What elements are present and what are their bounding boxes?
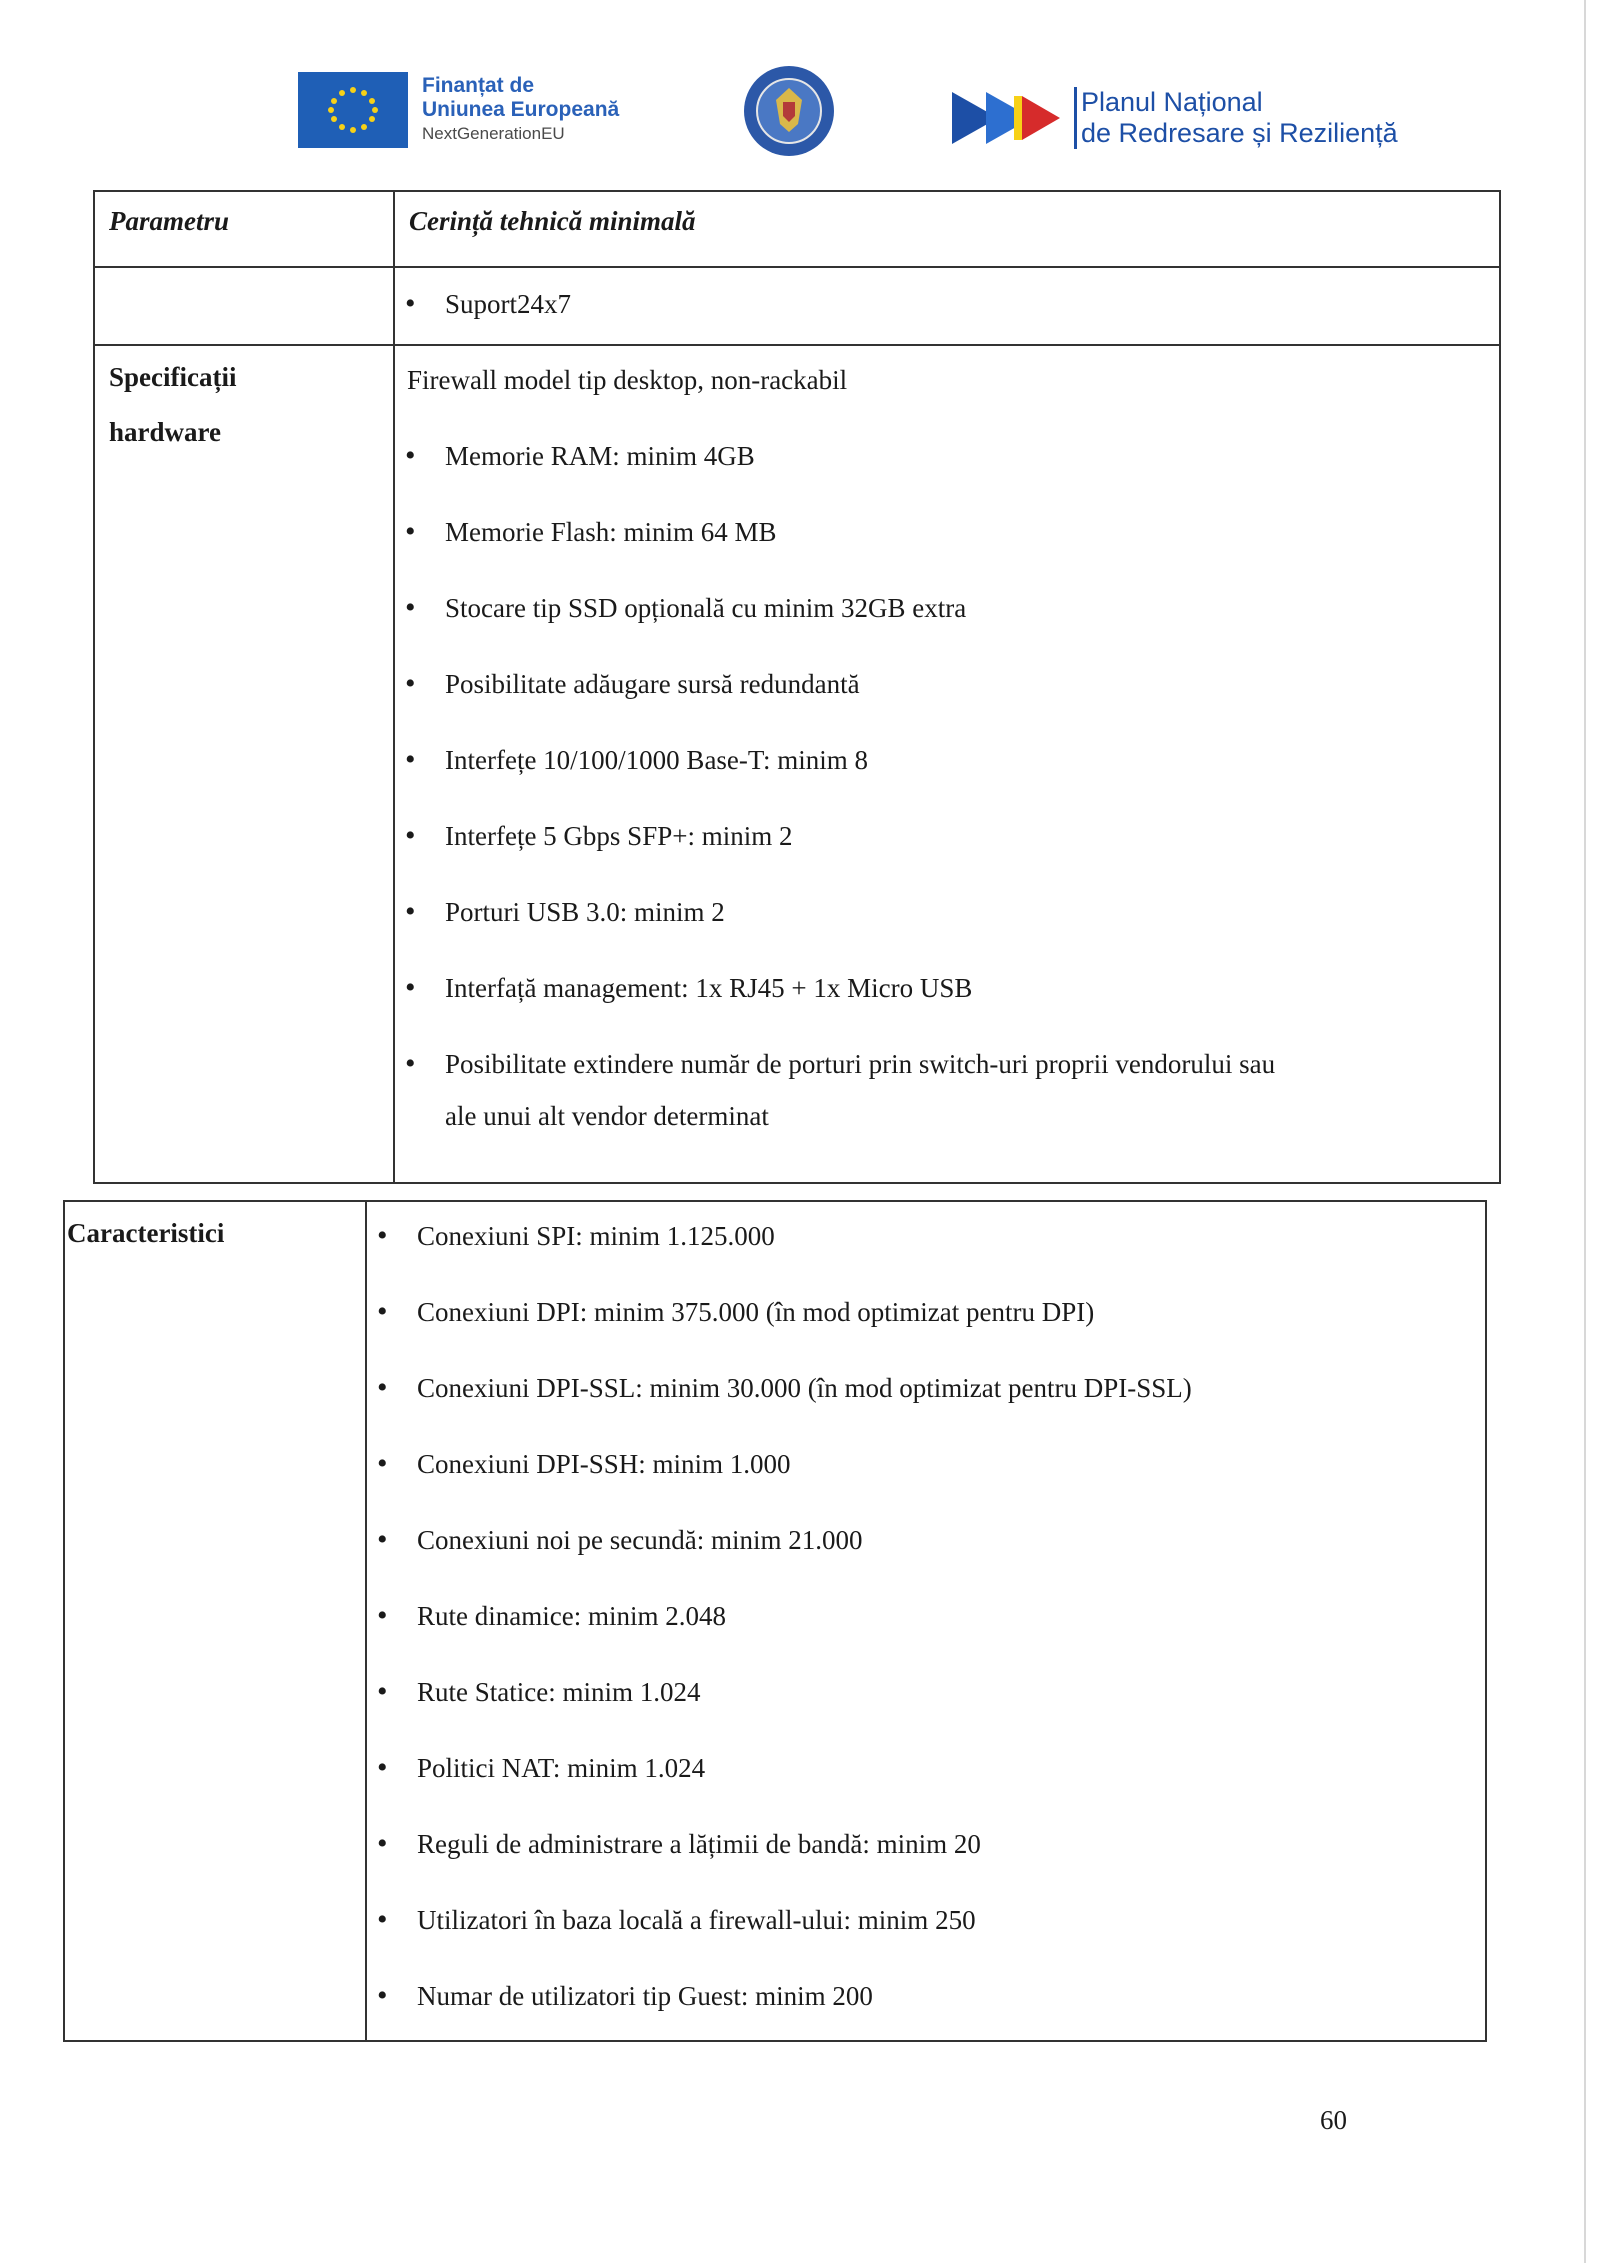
hardware-intro: Firewall model tip desktop, non-rackabil xyxy=(407,365,848,395)
pnrr-text-line2: de Redresare și Reziliență xyxy=(1081,118,1398,148)
list-item: • Numar de utilizatori tip Guest: minim 200 xyxy=(367,1970,1485,2022)
list-item: • Rute Statice: minim 1.024 xyxy=(367,1666,1485,1718)
pnrr-arrow-icon xyxy=(952,86,1062,150)
eu-funding-logo xyxy=(298,70,678,150)
list-item: • Utilizatori în baza locală a firewall-ului: minim 250 xyxy=(367,1894,1485,1946)
pnrr-logo xyxy=(952,78,1432,158)
eu-flag-icon xyxy=(298,72,408,148)
list-item: • Politici NAT: minim 1.024 xyxy=(367,1742,1485,1794)
requirements-table-top xyxy=(93,190,1501,1184)
list-item: • Conexiuni DPI: minim 375.000 (în mod optimizat pentru DPI) xyxy=(367,1286,1485,1338)
romanian-government-seal-icon xyxy=(742,64,836,158)
page-number: 60 xyxy=(1320,2105,1347,2135)
list-item: • Interfețe 10/100/1000 Base-T: minim 8 xyxy=(395,734,1499,786)
list-item: • Rute dinamice: minim 2.048 xyxy=(367,1590,1485,1642)
support-cell xyxy=(394,267,1500,345)
hardware-label-cell xyxy=(94,345,394,1183)
list-item: • Conexiuni DPI-SSH: minim 1.000 xyxy=(367,1438,1485,1490)
list-item: • Posibilitate extindere număr de porturi prin switch-uri proprii vendorului sau xyxy=(395,1038,1499,1090)
characteristics-requirements-cell xyxy=(366,1201,1486,2041)
list-item: • Posibilitate adăugare sursă redundantă xyxy=(395,658,1499,710)
list-item-continuation xyxy=(395,1090,1499,1142)
document-header xyxy=(0,0,1600,170)
list-item: • Conexiuni DPI-SSL: minim 30.000 (în mod optimizat pentru DPI-SSL) xyxy=(367,1362,1485,1414)
requirements-table-bottom xyxy=(63,1200,1487,2042)
list-item: • Interfață management: 1x RJ45 + 1x Micro USB xyxy=(395,962,1499,1014)
list-item: • Stocare tip SSD opțională cu minim 32GB extra xyxy=(395,582,1499,634)
eu-text-line1: Finanțat de xyxy=(422,74,535,97)
page-edge xyxy=(1584,0,1586,2263)
list-item: • Suport24x7 xyxy=(395,278,1499,330)
list-item: • Interfețe 5 Gbps SFP+: minim 2 xyxy=(395,810,1499,862)
list-item: • Conexiuni noi pe secundă: minim 21.000 xyxy=(367,1514,1485,1566)
eu-text-line2: Uniunea Europeană xyxy=(422,98,620,121)
list-item: • Porturi USB 3.0: minim 2 xyxy=(395,886,1499,938)
column-header-parameter: Parametru xyxy=(94,191,394,267)
characteristics-label-cell: Caracteristici xyxy=(64,1201,366,2041)
list-item: • Reguli de administrare a lățimii de bandă: minim 20 xyxy=(367,1818,1485,1870)
pnrr-text-line1: Planul Național xyxy=(1081,87,1263,117)
list-item-continuation-text: ale unui alt vendor determinat xyxy=(445,1101,769,1131)
hardware-requirements-cell xyxy=(394,345,1500,1183)
hardware-label-line2: hardware xyxy=(109,417,221,447)
list-item: • Memorie Flash: minim 64 MB xyxy=(395,506,1499,558)
support-label-cell xyxy=(94,267,394,345)
list-item: • Memorie RAM: minim 4GB xyxy=(395,430,1499,482)
eu-text-line3: NextGenerationEU xyxy=(422,124,565,143)
list-item: • Conexiuni SPI: minim 1.125.000 xyxy=(367,1210,1485,1262)
column-header-requirement: Cerință tehnică minimală xyxy=(394,191,1500,267)
hardware-label-line1: Specificații xyxy=(109,362,237,392)
